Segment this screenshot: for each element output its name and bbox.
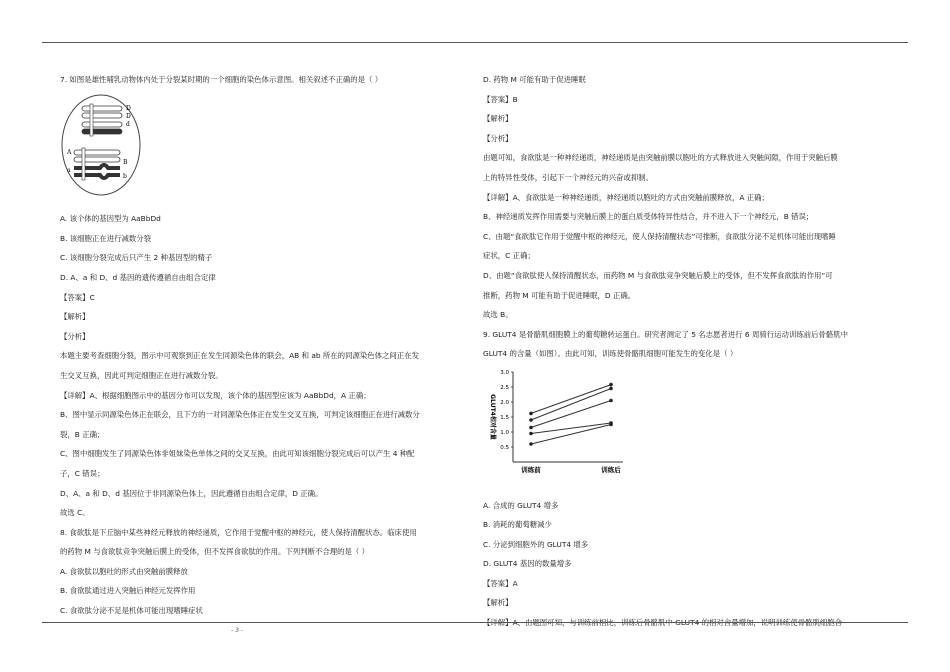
q9-answer: 【答案】A: [483, 578, 518, 588]
q9-stem-line: GLUT4 的含量（如图）。由此可知，训练使骨骼肌细胞可能发生的变化是（ ）: [483, 349, 738, 359]
bottom-rule: [42, 622, 908, 623]
gene-label-d: d: [126, 120, 130, 128]
data-point: [529, 432, 533, 436]
q8-analysis-line: 上的特异性受体，引起下一个神经元的兴奋或抑制。: [483, 172, 653, 182]
data-point: [609, 423, 613, 427]
q8-detail-line: 【详解】A、食欲肽是一种神经递质，神经递质以胞吐的方式由突触前膜释放，A 正确；: [483, 192, 769, 202]
q8-option-b: B. 食欲肽通过进入突触后神经元发挥作用: [60, 586, 196, 596]
q8-detail-line: 推断，药物 M 可能有助于促进睡眠，D 正确。: [483, 290, 636, 300]
q8-fenxi: 【分析】: [483, 133, 513, 143]
gene-label-a: a: [67, 166, 71, 174]
y-tick-label: 1.5: [500, 414, 509, 421]
q9-option-d: D. GLUT4 基因的数量增多: [483, 559, 572, 569]
q8-detail-line: C、由题“食欲肽它作用于觉醒中枢的神经元，使人保持清醒状态”可推断，食欲肽分泌不足机体可能出现嗜睡: [483, 231, 836, 241]
q7-option-c: C. 该细胞分裂完成后只产生 2 种基因型的精子: [60, 253, 213, 263]
q8-detail-line: B、神经递质发挥作用需要与突触后膜上的蛋白质受体特异性结合，并不进入下一个神经元，B 错误；: [483, 212, 814, 222]
series-line: [531, 423, 611, 434]
y-tick-label: 2.0: [500, 399, 509, 406]
q9-stem-line: 9. GLUT4 是骨骼肌细胞膜上的葡萄糖转运蛋白。研究者测定了 5 名志愿者进行 6 周骑行运动训练前后骨骼肌中: [483, 329, 849, 339]
top-rule: [42, 42, 908, 43]
data-point: [609, 383, 613, 387]
q8-stem-line: 8. 食欲肽是下丘脑中某些神经元释放的神经递质，它作用于觉醒中枢的神经元，使人保持清醒状态。临床使用: [60, 527, 417, 537]
data-point: [529, 418, 533, 422]
glut4-chart: [483, 366, 895, 492]
gene-label-D2: D: [126, 112, 131, 120]
right-column: [483, 70, 895, 633]
q9-option-b: B. 消耗的葡萄糖减少: [483, 520, 552, 530]
q8-detail-line: 症状，C 正确；: [483, 251, 535, 261]
chromosome-diagram: [60, 92, 142, 198]
q7-detail-line: B、图中显示同源染色体正在联会，且下方的一对同源染色体正在发生交叉互换，可判定该细胞正在进行减数分: [60, 410, 420, 420]
series-line: [531, 385, 611, 414]
q8-option-a: A. 食欲肽以胞吐的形式由突触前膜释放: [60, 566, 188, 576]
glut4-line-chart: [483, 366, 633, 484]
q7-detail-line: 裂，B 正确；: [60, 429, 105, 439]
chromosome-figure: [60, 92, 472, 206]
q8-option-c: C. 食欲肽分泌不足是机体可能出现嗜睡症状: [60, 606, 203, 616]
q7-detail-line: C、图中细胞发生了同源染色体非姐妹染色单体之间的交叉互换，由此可知该细胞分裂完成后可以产生 4 种配: [60, 449, 415, 459]
q8-analysis-line: 由题可知，食欲肽是一种神经递质，神经递质是由突触前膜以胞吐的方式释放进入突触间隙，作用于突触后膜: [483, 153, 838, 163]
q7-fenxi: 【分析】: [60, 331, 90, 341]
q9-option-a: A. 合成的 GLUT4 增多: [483, 500, 559, 510]
q7-detail-line: 子，C 错误；: [60, 468, 105, 478]
gene-label-B: B: [123, 158, 128, 166]
q8-jiexi: 【解析】: [483, 114, 513, 124]
y-tick-label: 2.5: [500, 384, 509, 391]
y-axis-label: GLUT4相对含量: [489, 394, 496, 440]
q7-detail-line: 【详解】A、根据细胞图示中的基因分布可以发现，该个体的基因型应该为 AaBbDd，A 正确；: [60, 390, 371, 400]
q8-conclusion: 故选 B。: [483, 310, 513, 320]
q7-jiexi: 【解析】: [60, 312, 90, 322]
left-column: [60, 70, 472, 621]
q7-answer: 【答案】C: [60, 292, 95, 302]
q7-detail-line: D、A、a 和 D、d 基因位于非同源染色体上，因此遵循自由组合定律，D 正确。: [60, 488, 323, 498]
gene-label-D: D: [126, 104, 131, 112]
x-category-label: 训练前: [521, 465, 541, 474]
q7-conclusion: 故选 C。: [60, 508, 90, 518]
data-point: [529, 412, 533, 416]
series-line: [531, 424, 611, 444]
q7-analysis-line: 本题主要考查细胞分裂，图示中可观察到正在发生同源染色体的联会，AB 和 ab 所在的同源染色体之间正在发: [60, 351, 419, 361]
page-number: - 3 -: [231, 627, 243, 634]
y-tick-label: 0.5: [500, 444, 509, 451]
q9-jiexi: 【解析】: [483, 598, 513, 608]
data-point: [609, 387, 613, 391]
q7-analysis-line: 生交叉互换，因此可判定细胞正在进行减数分裂。: [60, 370, 223, 380]
q9-option-c: C. 分泌到细胞外的 GLUT4 增多: [483, 539, 589, 549]
q8-stem-line: 的药物 M 与食欲肽竞争突触后膜上的受体，但不发挥食欲肽的作用。下列判断不合理的是（ ）: [60, 547, 370, 557]
data-point: [529, 442, 533, 446]
q7-option-b: B. 该细胞正在进行减数分裂: [60, 233, 152, 243]
gene-label-A: A: [67, 148, 72, 156]
q7-stem: 7. 如图是雄性哺乳动物体内处于分裂某时期的一个细胞的染色体示意图。相关叙述不正确的是（ ）: [60, 75, 383, 84]
data-point: [529, 426, 533, 430]
y-tick-label: 3.0: [500, 369, 509, 376]
q8-detail-line: D、由题“食欲肽使人保持清醒状态，而药物 M 与食欲肽竞争突触后膜上的受体，但不发挥食欲肽的作用”可: [483, 270, 833, 280]
y-tick-label: 1.0: [500, 429, 509, 436]
q7-option-d: D. A、a 和 D、d 基因的遗传遵循自由组合定律: [60, 272, 216, 282]
gene-label-b: b: [123, 172, 127, 180]
q8-answer: 【答案】B: [483, 94, 518, 104]
data-point: [609, 399, 613, 403]
q8-option-d: D. 药物 M 可能有助于促进睡眠: [483, 75, 586, 84]
q7-option-a: A. 该个体的基因型为 AaBbDd: [60, 214, 161, 224]
x-category-label: 训练后: [601, 465, 621, 474]
